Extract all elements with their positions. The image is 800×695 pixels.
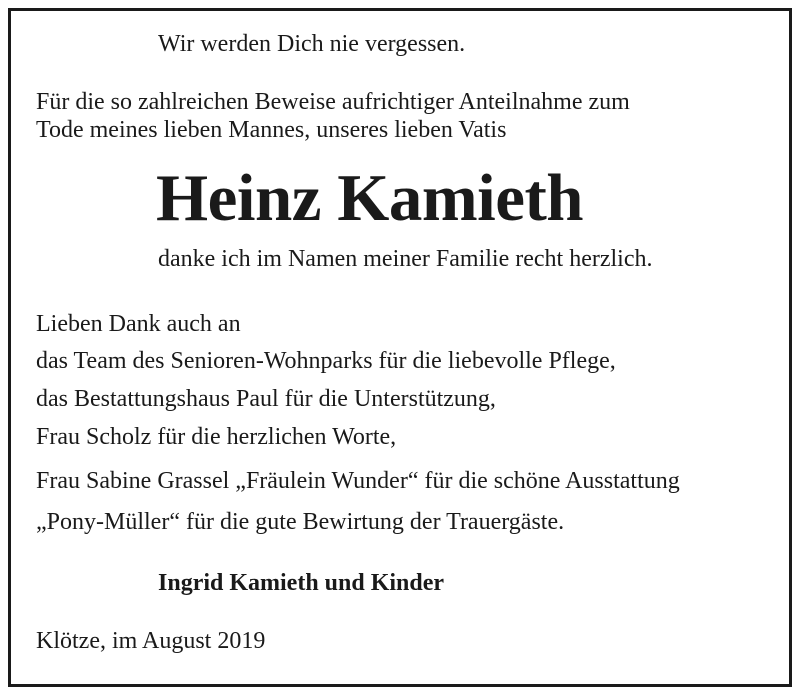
thanks-line: danke ich im Namen meiner Familie recht herzlich. [158,246,653,272]
deceased-name: Heinz Kamieth [156,161,584,235]
intro-line-2: Tode meines lieben Mannes, unseres lieben Vatis [36,117,507,143]
thanks-item-grassel: Frau Sabine Grassel „Fräulein Wunder“ für die schöne Ausstattung [36,468,680,494]
place-date: Klötze, im August 2019 [36,628,266,654]
thanks-item-scholz: Frau Scholz für die herzlichen Worte, [36,424,397,450]
thanks-item-bestattungshaus: das Bestattungshaus Paul für die Unterstützung, [36,386,496,412]
signature: Ingrid Kamieth und Kinder [158,570,445,596]
intro-line-1: Für die so zahlreichen Beweise aufrichtiger Anteilnahme zum [36,89,630,115]
motto: Wir werden Dich nie vergessen. [158,31,466,57]
thanks-item-team: das Team des Senioren-Wohnparks für die liebevolle Pflege, [36,348,616,374]
thanks-item-pony-mueller: „Pony-Müller“ für die gute Bewirtung der Trauergäste. [36,509,565,535]
thanks-heading: Lieben Dank auch an [36,311,241,337]
